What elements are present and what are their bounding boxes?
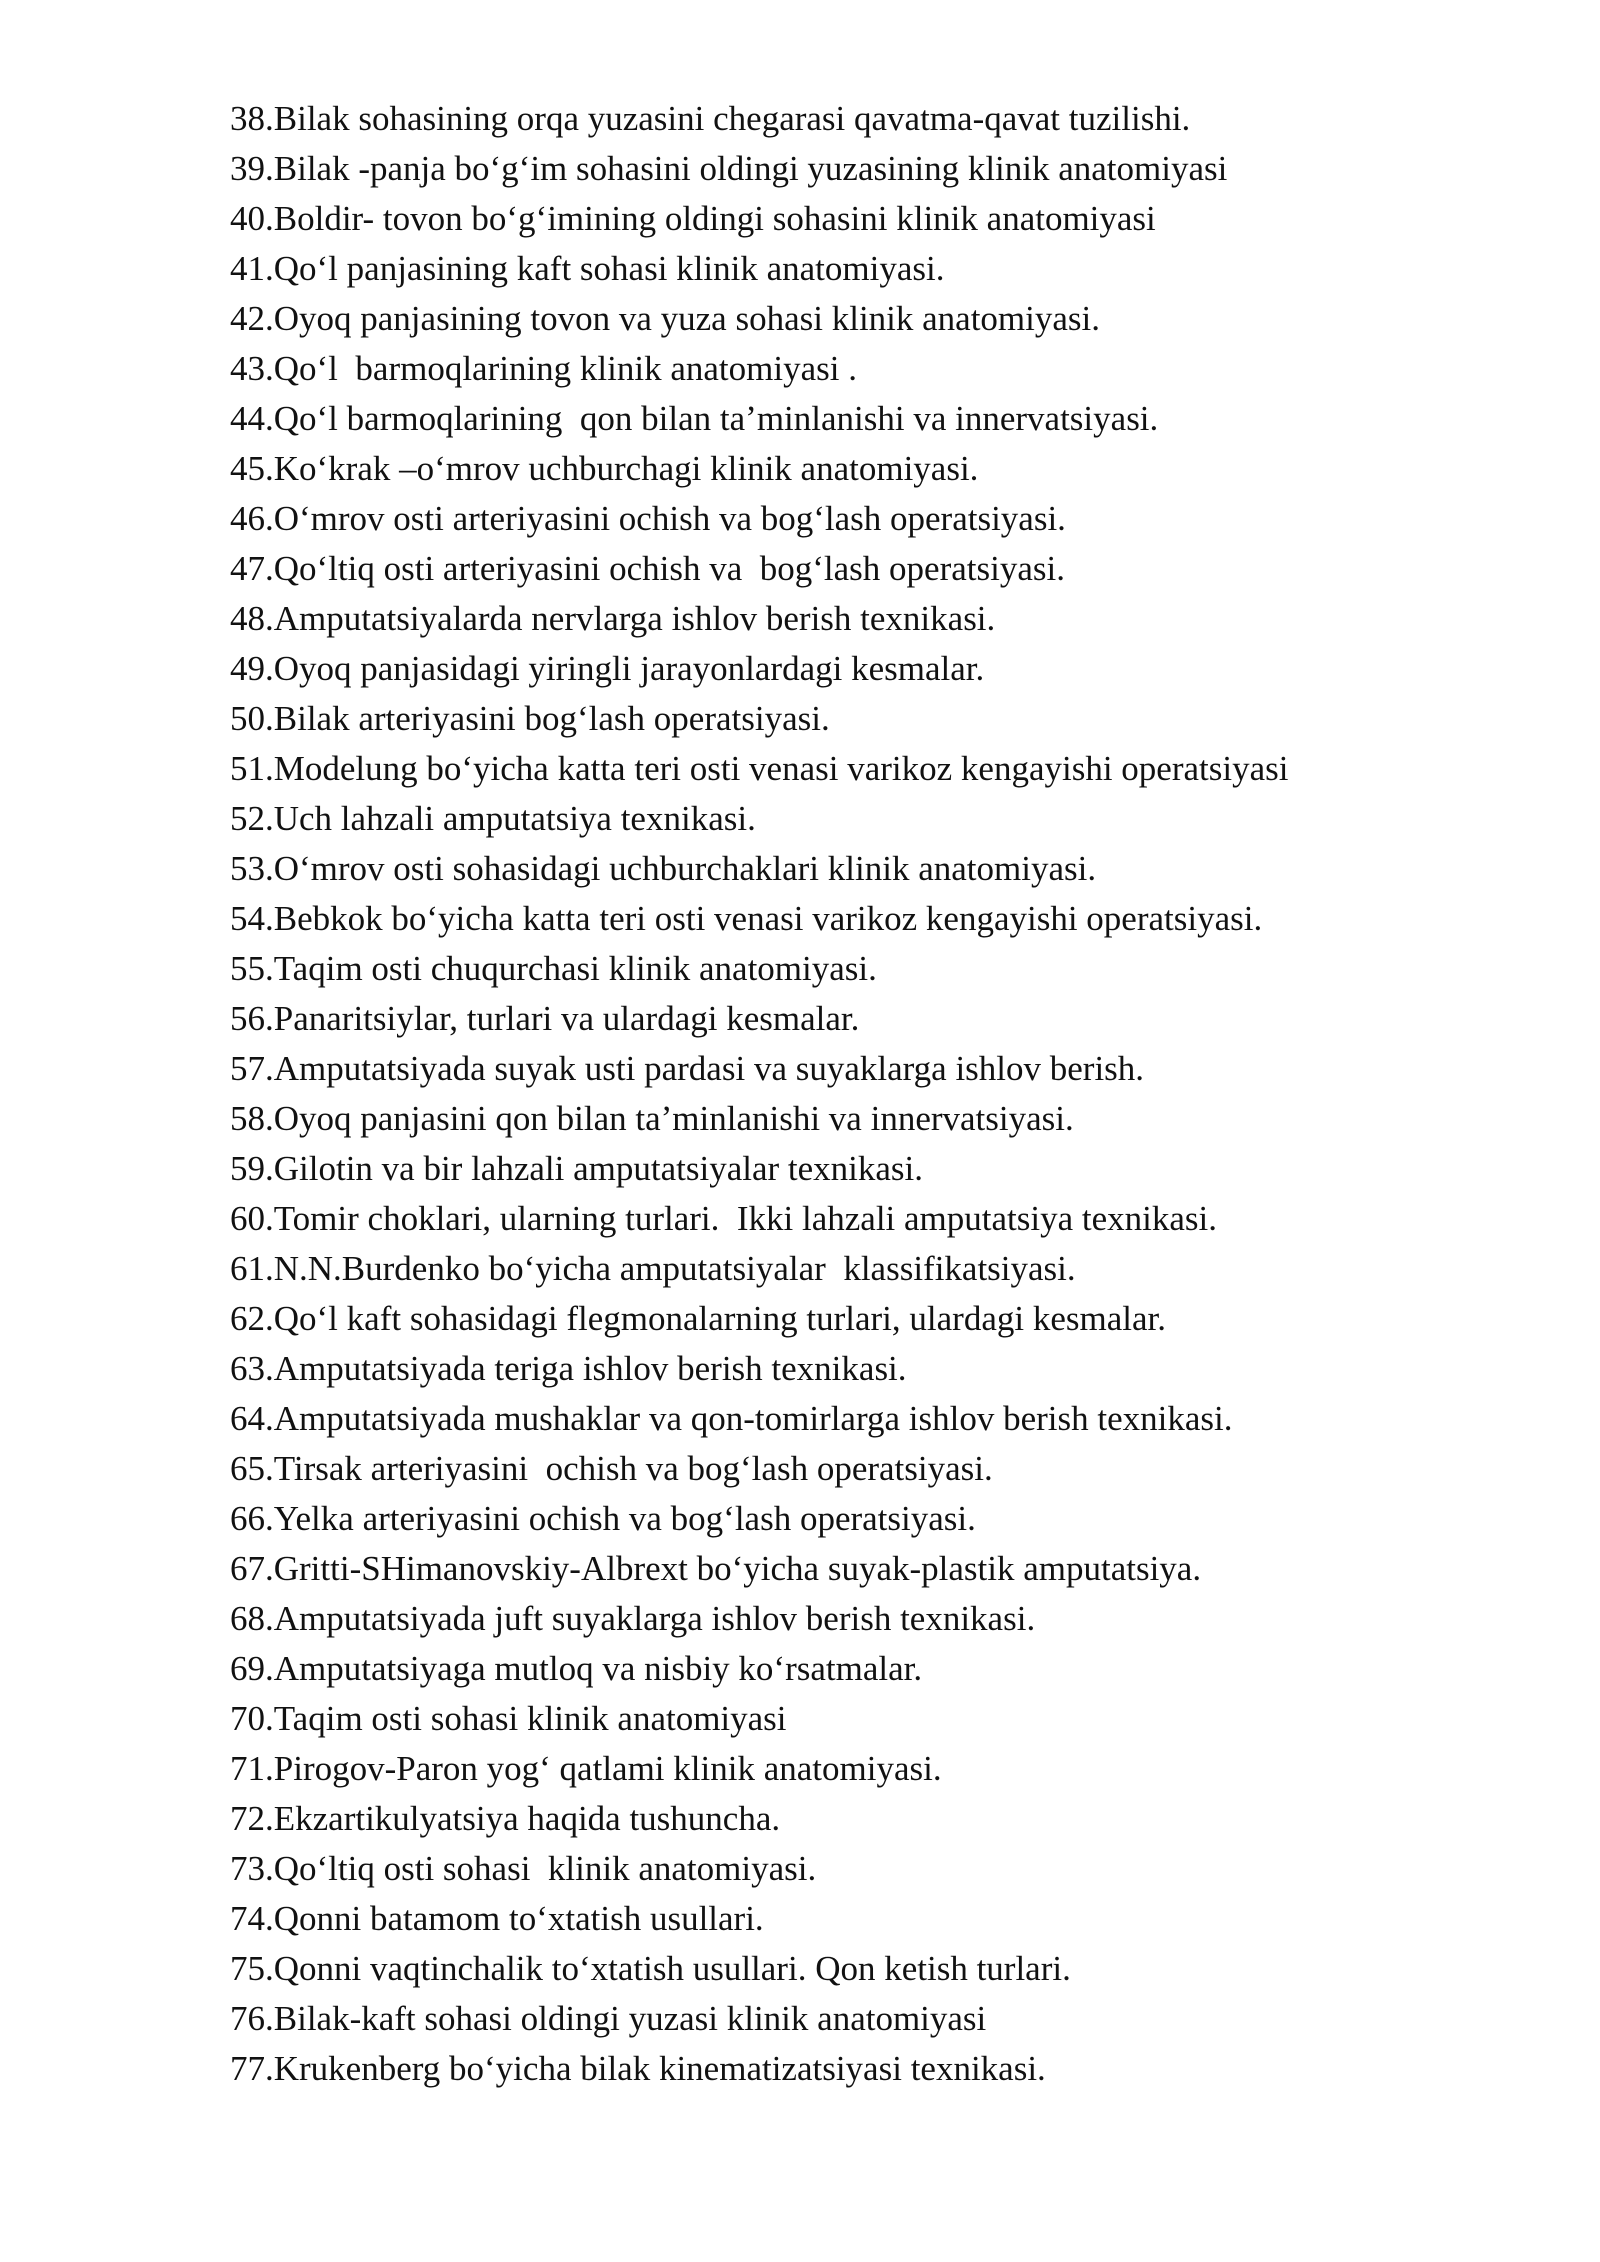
list-item: 72.Ekzartikulyatsiya haqida tushuncha. — [230, 1799, 781, 1838]
list-item: 74.Qonni batamom toʻxtatish usullari. — [230, 1899, 764, 1938]
list-item: 62.Qoʻl kaft sohasidagi flegmonalarning turlari, ulardagi kesmalar. — [230, 1299, 1166, 1338]
list-item: 55.Taqim osti chuqurchasi klinik anatomiyasi. — [230, 949, 877, 988]
list-item: 50.Bilak arteriyasini bogʻlash operatsiyasi. — [230, 699, 830, 738]
list-item: 76.Bilak-kaft sohasi oldingi yuzasi klinik anatomiyasi — [230, 1999, 987, 2038]
list-item: 51.Modelung boʻyicha katta teri osti venasi varikoz kengayishi operatsiyasi — [230, 749, 1289, 788]
list-item: 75.Qonni vaqtinchalik toʻxtatish usullari. Qon ketish turlari. — [230, 1949, 1071, 1988]
list-item: 52.Uch lahzali amputatsiya texnikasi. — [230, 799, 756, 838]
list-item: 56.Panaritsiylar, turlari va ulardagi kesmalar. — [230, 999, 860, 1038]
list-item: 66.Yelka arteriyasini ochish va bogʻlash operatsiyasi. — [230, 1499, 976, 1538]
list-item: 46.Oʻmrov osti arteriyasini ochish va bogʻlash operatsiyasi. — [230, 499, 1066, 538]
list-item: 67.Gritti-SHimanovskiy-Albrext boʻyicha suyak-plastik amputatsiya. — [230, 1549, 1202, 1588]
list-item: 43.Qoʻl barmoqlarining klinik anatomiyasi . — [230, 349, 857, 388]
list-item: 59.Gilotin va bir lahzali amputatsiyalar texnikasi. — [230, 1149, 924, 1188]
list-item: 53.Oʻmrov osti sohasidagi uchburchaklari klinik anatomiyasi. — [230, 849, 1097, 888]
list-item: 40.Boldir- tovon boʻgʻimining oldingi sohasini klinik anatomiyasi — [230, 199, 1156, 238]
list-item: 49.Oyoq panjasidagi yiringli jarayonlardagi kesmalar. — [230, 649, 985, 688]
list-item: 39.Bilak -panja boʻgʻim sohasini oldingi yuzasining klinik anatomiyasi — [230, 149, 1228, 188]
list-item: 44.Qoʻl barmoqlarining qon bilan taʼminlanishi va innervatsiyasi. — [230, 399, 1159, 438]
list-item: 77.Krukenberg boʻyicha bilak kinematizatsiyasi texnikasi. — [230, 2049, 1046, 2088]
list-item: 70.Taqim osti sohasi klinik anatomiyasi — [230, 1699, 787, 1738]
list-item: 57.Amputatsiyada suyak usti pardasi va suyaklarga ishlov berish. — [230, 1049, 1145, 1088]
list-item: 61.N.N.Burdenko boʻyicha amputatsiyalar klassifikatsiyasi. — [230, 1249, 1076, 1288]
list-item: 48.Amputatsiyalarda nervlarga ishlov berish texnikasi. — [230, 599, 996, 638]
list-item: 69.Amputatsiyaga mutloq va nisbiy koʻrsatmalar. — [230, 1649, 923, 1688]
list-item: 60.Tomir choklari, ularning turlari. Ikki lahzali amputatsiya texnikasi. — [230, 1199, 1218, 1238]
question-list — [230, 94, 1530, 2094]
list-item: 45.Koʻkrak –oʻmrov uchburchagi klinik anatomiyasi. — [230, 449, 979, 488]
list-item: 47.Qoʻltiq osti arteriyasini ochish va bogʻlash operatsiyasi. — [230, 549, 1065, 588]
list-item: 41.Qoʻl panjasining kaft sohasi klinik anatomiyasi. — [230, 249, 945, 288]
list-item: 65.Tirsak arteriyasini ochish va bogʻlash operatsiyasi. — [230, 1449, 993, 1488]
list-item: 63.Amputatsiyada teriga ishlov berish texnikasi. — [230, 1349, 907, 1388]
list-item: 68.Amputatsiyada juft suyaklarga ishlov berish texnikasi. — [230, 1599, 1036, 1638]
list-item: 71.Pirogov-Paron yogʻ qatlami klinik anatomiyasi. — [230, 1749, 942, 1788]
list-item: 38.Bilak sohasining orqa yuzasini chegarasi qavatma-qavat tuzilishi. — [230, 99, 1191, 138]
list-item: 64.Amputatsiyada mushaklar va qon-tomirlarga ishlov berish texnikasi. — [230, 1399, 1233, 1438]
list-item: 73.Qoʻltiq osti sohasi klinik anatomiyasi. — [230, 1849, 817, 1888]
list-item: 54.Bebkok boʻyicha katta teri osti venasi varikoz kengayishi operatsiyasi. — [230, 899, 1263, 938]
list-item: 58.Oyoq panjasini qon bilan taʼminlanishi va innervatsiyasi. — [230, 1099, 1074, 1138]
list-item: 42.Oyoq panjasining tovon va yuza sohasi klinik anatomiyasi. — [230, 299, 1101, 338]
